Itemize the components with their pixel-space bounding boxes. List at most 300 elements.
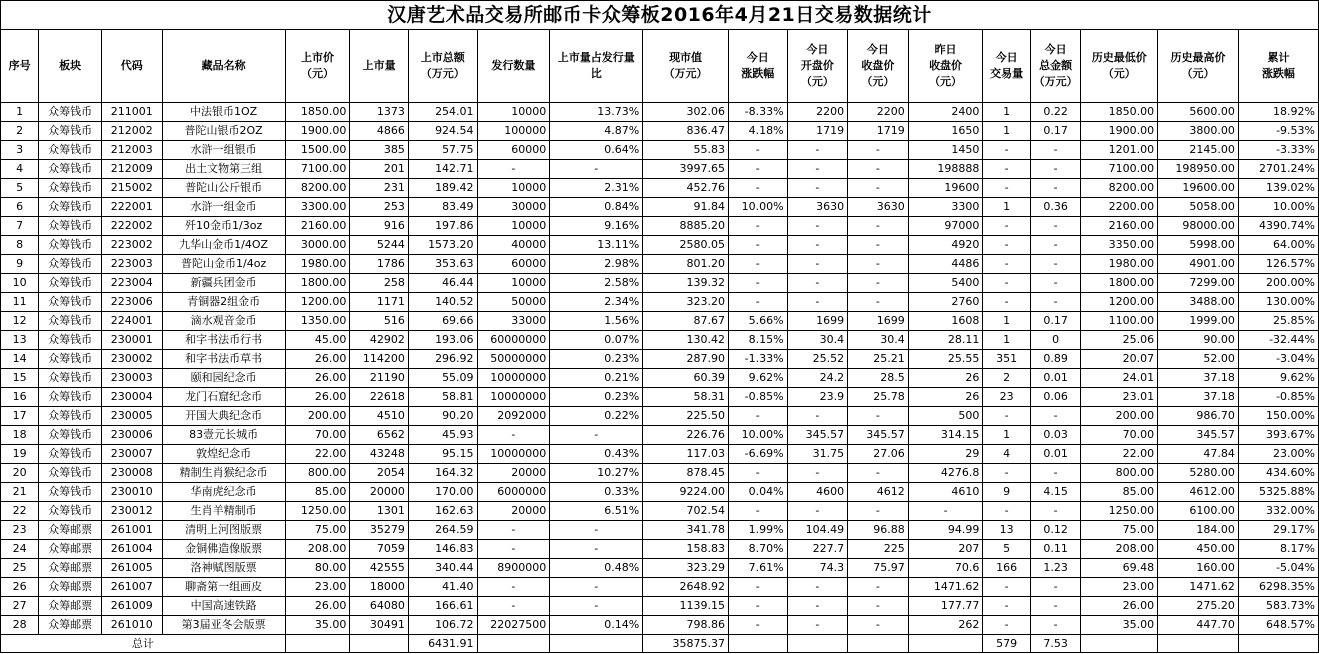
cell-cumulative-change: -3.04% [1238,350,1318,369]
column-header [285,30,350,103]
cell-sector: 众筹钱币 [39,122,102,141]
cell-code: 230012 [101,502,162,521]
cell-cumulative-change: 434.60% [1238,464,1318,483]
column-header-line: 上市总额 [420,51,465,64]
cell-hist-high: 6100.00 [1158,502,1239,521]
cell-today-close: - [848,179,909,198]
cell-prev-close: 177.77 [908,597,983,616]
cell-listing-ratio: 0.21% [550,369,643,388]
cell-sector: 众筹邮票 [39,597,102,616]
cell-today-close: - [848,578,909,597]
cell-code: 224001 [101,312,162,331]
cell-code: 230008 [101,464,162,483]
cell-item-name: 83壹元长城币 [162,426,285,445]
cell-hist-high: 5998.00 [1158,236,1239,255]
cell-sector: 众筹钱币 [39,293,102,312]
cell-today-amount: - [1030,160,1080,179]
cell-today-volume: - [983,179,1030,198]
empty-cell [728,635,787,653]
cell-cumulative-change: 150.00% [1238,407,1318,426]
cell-market-value: 225.50 [643,407,729,426]
cell-listing-qty: 516 [350,312,409,331]
cell-today-volume: - [983,597,1030,616]
cell-cumulative-change: 130.00% [1238,293,1318,312]
cell-hist-low: 85.00 [1081,483,1158,502]
cell-today-close: 345.57 [848,426,909,445]
cell-hist-high: 275.20 [1158,597,1239,616]
cell-today-close: 1699 [848,312,909,331]
cell-code: 223003 [101,255,162,274]
cell-listing-amount: 142.71 [408,160,477,179]
cell-today-close: 75.97 [848,559,909,578]
cell-listing-price: 200.00 [285,407,350,426]
cell-listing-ratio: - [550,578,643,597]
cell-today-change: - [728,217,787,236]
cell-today-open: - [787,179,848,198]
cell-issue-qty: 10000 [477,217,550,236]
table-row [1,483,1319,502]
cell-cumulative-change: 332.00% [1238,502,1318,521]
cell-hist-low: 800.00 [1081,464,1158,483]
cell-hist-high: 90.00 [1158,331,1239,350]
cell-today-volume: 1 [983,122,1030,141]
cell-market-value: 2648.92 [643,578,729,597]
sheet-title: 汉唐艺术品交易所邮币卡众筹板2016年4月21日交易数据统计 [1,1,1319,30]
cell-item-name: 聊斋第一组画皮 [162,578,285,597]
cell-hist-high: 1999.00 [1158,312,1239,331]
cell-listing-qty: 43248 [350,445,409,464]
cell-hist-low: 22.00 [1081,445,1158,464]
total-volume: 579 [983,635,1030,653]
cell-hist-high: 2145.00 [1158,141,1239,160]
table-row [1,540,1319,559]
cell-serial: 4 [1,160,39,179]
cell-hist-low: 1250.00 [1081,502,1158,521]
cell-listing-amount: 57.75 [408,141,477,160]
cell-today-change: 10.00% [728,426,787,445]
cell-today-amount: - [1030,274,1080,293]
cell-today-amount: - [1030,578,1080,597]
cell-listing-price: 22.00 [285,445,350,464]
cell-serial: 11 [1,293,39,312]
cell-hist-low: 3350.00 [1081,236,1158,255]
cell-prev-close: 5400 [908,274,983,293]
cell-issue-qty: 6000000 [477,483,550,502]
cell-today-amount: 0.12 [1030,521,1080,540]
cell-today-change: - [728,597,787,616]
cell-cumulative-change: 29.17% [1238,521,1318,540]
cell-serial: 2 [1,122,39,141]
column-header-line: 涨跌幅 [741,67,775,80]
cell-listing-price: 1200.00 [285,293,350,312]
cell-today-open: 2200 [787,103,848,122]
cell-cumulative-change: -5.04% [1238,559,1318,578]
cell-listing-price: 7100.00 [285,160,350,179]
cell-serial: 14 [1,350,39,369]
cell-cumulative-change: 64.00% [1238,236,1318,255]
table-row [1,616,1319,635]
empty-cell [285,635,350,653]
cell-today-amount: 0.11 [1030,540,1080,559]
cell-today-change: - [728,502,787,521]
cell-listing-qty: 1171 [350,293,409,312]
cell-listing-price: 26.00 [285,350,350,369]
cell-hist-high: 160.00 [1158,559,1239,578]
cell-today-change: - [728,578,787,597]
cell-today-volume: 9 [983,483,1030,502]
cell-item-name: 开国大典纪念币 [162,407,285,426]
cell-today-open: - [787,464,848,483]
cell-listing-ratio: 0.23% [550,350,643,369]
cell-prev-close: 28.11 [908,331,983,350]
empty-cell [350,635,409,653]
cell-listing-price: 45.00 [285,331,350,350]
cell-today-amount: - [1030,179,1080,198]
cell-prev-close: 198888 [908,160,983,179]
cell-code: 223006 [101,293,162,312]
cell-market-value: 158.83 [643,540,729,559]
column-header-line: （元） [800,75,834,88]
cell-prev-close: 2400 [908,103,983,122]
cell-code: 230005 [101,407,162,426]
cell-today-amount: - [1030,141,1080,160]
cell-listing-qty: 114200 [350,350,409,369]
column-header-line: （元） [1102,67,1136,80]
cell-listing-qty: 30491 [350,616,409,635]
cell-listing-price: 23.00 [285,578,350,597]
cell-today-change: - [728,464,787,483]
cell-hist-high: 98000.00 [1158,217,1239,236]
cell-issue-qty: - [477,160,550,179]
cell-today-volume: 166 [983,559,1030,578]
cell-today-change: - [728,616,787,635]
cell-listing-amount: 162.63 [408,502,477,521]
cell-today-change: 9.62% [728,369,787,388]
cell-market-value: 2580.05 [643,236,729,255]
cell-listing-qty: 2054 [350,464,409,483]
cell-listing-amount: 55.09 [408,369,477,388]
cell-listing-ratio: - [550,597,643,616]
empty-cell [550,635,643,653]
cell-hist-low: 70.00 [1081,426,1158,445]
cell-today-volume: 5 [983,540,1030,559]
cell-serial: 26 [1,578,39,597]
cell-code: 230010 [101,483,162,502]
cell-code: 230001 [101,331,162,350]
column-header-line: 序号 [8,59,31,72]
column-header-line: 比 [590,67,602,80]
cell-sector: 众筹钱币 [39,483,102,502]
cell-serial: 5 [1,179,39,198]
cell-listing-qty: 42902 [350,331,409,350]
cell-prev-close: 4276.8 [908,464,983,483]
cell-today-close: - [848,464,909,483]
cell-listing-price: 3300.00 [285,198,350,217]
column-header [477,30,550,103]
cell-sector: 众筹钱币 [39,445,102,464]
cell-sector: 众筹钱币 [39,407,102,426]
cell-code: 261004 [101,540,162,559]
column-header [550,30,643,103]
cell-today-open: 227.7 [787,540,848,559]
cell-today-close: 2200 [848,103,909,122]
cell-today-open: - [787,407,848,426]
cell-cumulative-change: 200.00% [1238,274,1318,293]
cell-item-name: 九华山金币1/4OZ [162,236,285,255]
empty-cell [1081,635,1158,653]
cell-listing-qty: 1373 [350,103,409,122]
column-header-line: 藏品名称 [201,59,246,72]
cell-today-volume: 2 [983,369,1030,388]
cell-listing-price: 26.00 [285,597,350,616]
cell-listing-ratio: 0.84% [550,198,643,217]
column-header-line: （万元） [1033,75,1078,88]
cell-issue-qty: - [477,521,550,540]
cell-listing-price: 85.00 [285,483,350,502]
column-header [101,30,162,103]
cell-prev-close: 1608 [908,312,983,331]
table-row [1,445,1319,464]
cell-prev-close: 26 [908,388,983,407]
cell-sector: 众筹邮票 [39,521,102,540]
cell-today-close: 30.4 [848,331,909,350]
cell-market-value: 226.76 [643,426,729,445]
cell-today-amount: - [1030,597,1080,616]
table-row [1,293,1319,312]
cell-today-amount: 0.89 [1030,350,1080,369]
column-header [1030,30,1080,103]
cell-today-change: - [728,179,787,198]
column-header-line: 收盘价 [929,59,963,72]
table-row [1,597,1319,616]
cell-hist-low: 23.00 [1081,578,1158,597]
total-row [1,635,1319,653]
cell-listing-amount: 254.01 [408,103,477,122]
cell-listing-amount: 197.86 [408,217,477,236]
table-row [1,198,1319,217]
cell-today-volume: - [983,502,1030,521]
cell-hist-high: 1471.62 [1158,578,1239,597]
cell-issue-qty: 22027500 [477,616,550,635]
total-market-value: 35875.37 [643,635,729,653]
cell-listing-amount: 189.42 [408,179,477,198]
table-row [1,407,1319,426]
cell-code: 222001 [101,198,162,217]
cell-market-value: 60.39 [643,369,729,388]
cell-listing-price: 1500.00 [285,141,350,160]
cell-market-value: 836.47 [643,122,729,141]
cell-hist-low: 23.01 [1081,388,1158,407]
cell-prev-close: 4920 [908,236,983,255]
cell-hist-high: 345.57 [1158,426,1239,445]
cell-listing-ratio: 6.51% [550,502,643,521]
cell-item-name: 华南虎纪念币 [162,483,285,502]
cell-item-name: 普陀山银币2OZ [162,122,285,141]
cell-serial: 25 [1,559,39,578]
cell-today-open: 345.57 [787,426,848,445]
cell-serial: 21 [1,483,39,502]
cell-today-open: 30.4 [787,331,848,350]
cell-today-open: 31.75 [787,445,848,464]
cell-today-volume: - [983,616,1030,635]
cell-cumulative-change: 10.00% [1238,198,1318,217]
cell-today-volume: - [983,236,1030,255]
cell-hist-high: 3800.00 [1158,122,1239,141]
cell-market-value: 452.76 [643,179,729,198]
cell-sector: 众筹钱币 [39,179,102,198]
cell-today-change: -8.33% [728,103,787,122]
column-header [1081,30,1158,103]
cell-today-open: 24.2 [787,369,848,388]
table-row [1,217,1319,236]
cell-listing-qty: 5244 [350,236,409,255]
cell-issue-qty: 8900000 [477,559,550,578]
cell-issue-qty: - [477,426,550,445]
cell-listing-ratio: 0.23% [550,388,643,407]
cell-code: 222002 [101,217,162,236]
cell-item-name: 出土文物第三组 [162,160,285,179]
cell-hist-low: 1200.00 [1081,293,1158,312]
cell-today-close: - [848,255,909,274]
cell-listing-ratio: 2.34% [550,293,643,312]
cell-serial: 6 [1,198,39,217]
cell-sector: 众筹邮票 [39,616,102,635]
cell-prev-close: 25.55 [908,350,983,369]
cell-sector: 众筹钱币 [39,464,102,483]
cell-prev-close: - [908,502,983,521]
cell-today-change: -0.85% [728,388,787,407]
cell-today-open: - [787,217,848,236]
cell-item-name: 和字书法币草书 [162,350,285,369]
cell-code: 230003 [101,369,162,388]
cell-today-amount: 0.22 [1030,103,1080,122]
cell-today-open: - [787,293,848,312]
cell-serial: 19 [1,445,39,464]
cell-serial: 15 [1,369,39,388]
cell-today-close: - [848,160,909,179]
cell-today-open: - [787,616,848,635]
cell-today-close: 3630 [848,198,909,217]
table-row [1,578,1319,597]
cell-listing-qty: 4510 [350,407,409,426]
cell-issue-qty: 30000 [477,198,550,217]
cell-hist-high: 198950.00 [1158,160,1239,179]
column-header [162,30,285,103]
cell-issue-qty: 20000 [477,502,550,521]
cell-code: 223004 [101,274,162,293]
cell-cumulative-change: 25.85% [1238,312,1318,331]
column-header-line: 上市价 [301,51,335,64]
cell-listing-ratio: 2.98% [550,255,643,274]
cell-item-name: 水浒一组银币 [162,141,285,160]
cell-today-close: 27.06 [848,445,909,464]
cell-today-open: 25.52 [787,350,848,369]
cell-hist-low: 8200.00 [1081,179,1158,198]
cell-today-change: - [728,160,787,179]
cell-sector: 众筹邮票 [39,559,102,578]
cell-item-name: 青铜器2组金币 [162,293,285,312]
cell-listing-qty: 258 [350,274,409,293]
cell-market-value: 323.20 [643,293,729,312]
cell-code: 212003 [101,141,162,160]
table-row [1,502,1319,521]
cell-listing-price: 1350.00 [285,312,350,331]
cell-today-close: 96.88 [848,521,909,540]
table-row [1,426,1319,445]
cell-serial: 9 [1,255,39,274]
cell-listing-qty: 1301 [350,502,409,521]
cell-issue-qty: 50000 [477,293,550,312]
total-amount: 7.53 [1030,635,1080,653]
cell-today-volume: - [983,274,1030,293]
cell-market-value: 8885.20 [643,217,729,236]
column-header-line: 上市量 [362,59,396,72]
column-header [848,30,909,103]
cell-listing-amount: 193.06 [408,331,477,350]
cell-sector: 众筹钱币 [39,274,102,293]
cell-serial: 20 [1,464,39,483]
cell-issue-qty: 60000000 [477,331,550,350]
cell-today-open: - [787,160,848,179]
cell-listing-ratio: 0.07% [550,331,643,350]
cell-listing-qty: 253 [350,198,409,217]
cell-sector: 众筹钱币 [39,350,102,369]
cell-item-name: 洛神赋图版票 [162,559,285,578]
cell-serial: 13 [1,331,39,350]
cell-serial: 10 [1,274,39,293]
cell-today-volume: - [983,141,1030,160]
cell-listing-amount: 924.54 [408,122,477,141]
empty-cell [908,635,983,653]
cell-listing-price: 3000.00 [285,236,350,255]
cell-market-value: 9224.00 [643,483,729,502]
cell-today-close: - [848,407,909,426]
empty-cell [1158,635,1239,653]
cell-listing-qty: 20000 [350,483,409,502]
cell-listing-price: 70.00 [285,426,350,445]
cell-item-name: 滴水观音金币 [162,312,285,331]
column-header [1,30,39,103]
table-row [1,312,1319,331]
cell-today-amount: 0.06 [1030,388,1080,407]
column-header-line: 开盘价 [800,59,834,72]
column-header [408,30,477,103]
cell-listing-qty: 42555 [350,559,409,578]
cell-today-change: - [728,274,787,293]
table-row [1,255,1319,274]
table-row [1,274,1319,293]
cell-listing-price: 800.00 [285,464,350,483]
cell-today-open: 1699 [787,312,848,331]
cell-issue-qty: 60000 [477,141,550,160]
cell-hist-low: 2200.00 [1081,198,1158,217]
cell-listing-amount: 170.00 [408,483,477,502]
cell-today-close: - [848,502,909,521]
cell-listing-qty: 916 [350,217,409,236]
cell-item-name: 精制生肖猴纪念币 [162,464,285,483]
cell-issue-qty: 33000 [477,312,550,331]
cell-today-volume: 1 [983,331,1030,350]
cell-today-close: 1719 [848,122,909,141]
cell-hist-low: 1201.00 [1081,141,1158,160]
cell-hist-low: 24.01 [1081,369,1158,388]
cell-today-change: -1.33% [728,350,787,369]
cell-cumulative-change: 2701.24% [1238,160,1318,179]
cell-serial: 1 [1,103,39,122]
cell-market-value: 55.83 [643,141,729,160]
table-row [1,141,1319,160]
cell-listing-amount: 1573.20 [408,236,477,255]
